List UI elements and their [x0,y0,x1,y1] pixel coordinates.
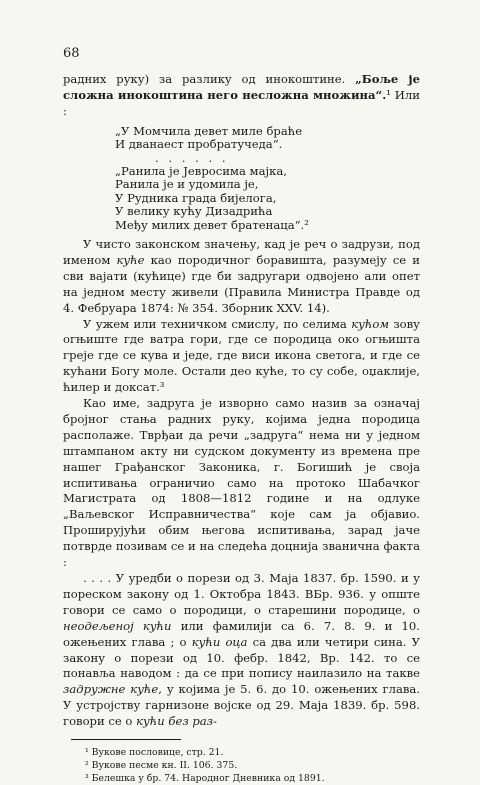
footnote-3: ³ Белешка у бр. 74. Народног Дневника од 1891. [85,773,325,785]
verse-line: У велику кућу Дизадрића [115,204,273,219]
paragraph-5: . . . . У уредби о порези од 3. Маја 1837. бр. 1590. и у пореском закону од 1. Октобра 1843. ВБр. 936. у опште говори се само о породици, о старешини породице, о неодељеној кући или фамилији са 6. 7. 8. 9. и 10. ожењених глава ; о кући оца са два или четири сина. У закону о порези од 10. фебр. 1842, Вр. 142. то се понавља наводом : да се при попису наилазило на такве задружне куће, у којима је 5. 6. до 10. ожењених глава. У устројству гарнизоне војске од 29. Маја 1839. бр. 598. говори се о кући без раз- [63,571,420,729]
paragraph-1: радних руку) за разлику од инокоштине. „Боље је сложна инокоштина него несложна множина“.¹ Или : [63,72,421,118]
verse-line: У Рудника града бијелога, [115,190,277,205]
paragraph-4: Као име, задруга је изворно само назив за означај бројног стања радних руку, којима једна породица располаже. Тврђаи да речи „задруга“ нема ни у једном штампаном акту ни судском документу из времена пре нашег Грађанског Законика, г. Богишић је своја испитивања ограничио само на протоко Шабачког Магистрата од 1808—1812 године и на одлуке „Ваљевског Исправничества“ које сам ја објавио. Проширујући обим његова испитивања, зарад јаче потврде позивам се и на следећа доцнија званична факта : [63,396,420,570]
verse-block [115,125,420,232]
verse-line: И дванаест пробратучеда“. [115,137,283,152]
paragraph-2: У чисто законском значењу, кад је реч о задрузи, под именом кућe као породичног боравишта, разумеју се и сви вајати (кућице) где би задругари одвојено али опет на једном месту живели (Правила Министра Правде од 4. Фебруара 1874: № 354. Зборник XXV. 14). [63,236,420,315]
verse-line: Ранила је и удомила је, [115,177,259,192]
page-number: 68 [63,46,80,61]
verse-separator: . . . . . . [155,150,229,165]
page-body [63,72,420,785]
footnote-1: ¹ Вукове пословице, стр. 21. [85,747,224,759]
verse-line: Међу милих девет братенаца“.² [115,217,309,232]
verse-line: „У Момчила девет миле браће [115,123,303,138]
footnote-rule [71,739,181,740]
footnote-2: ² Вукове песме кн. II. 106. 375. [85,760,238,772]
paragraph-3: У ужем или техничком смислу, по селима кућом зову огњиште где ватра гори, где се породица око огњишта греје где се кува и једе, где виси икона светога, и где се кућани Богу моле. Остали део куће, то су собе, оџаклије, ћилер и доксат.³ [63,316,420,395]
verse-line: „Ранила је Јевросима мајка, [115,163,287,178]
